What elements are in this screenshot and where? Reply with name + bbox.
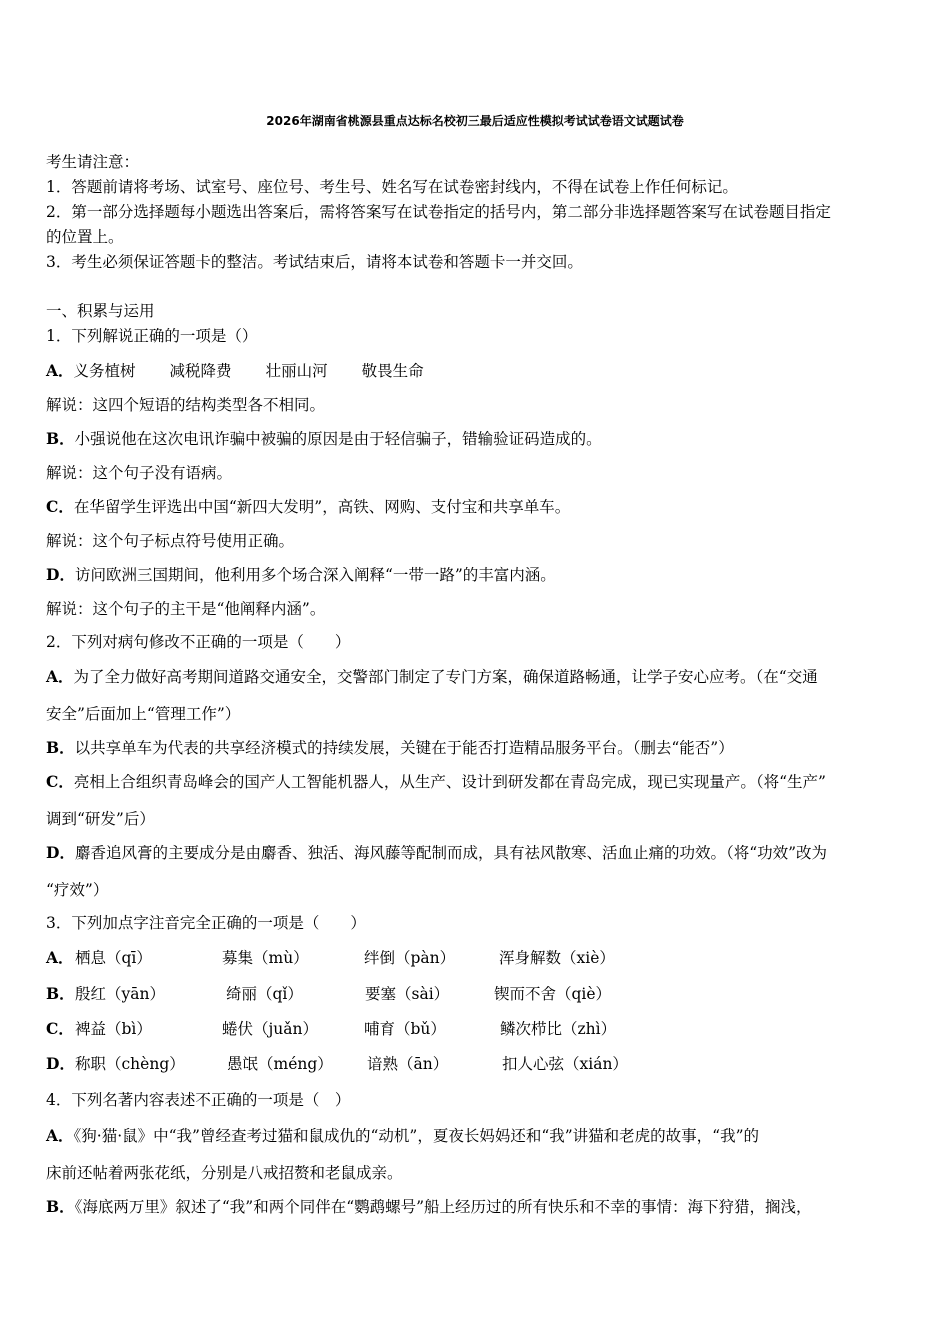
q3-d-item-3: 谙熟（ān）: [367, 1055, 449, 1073]
notice-item-2: 2．第一部分选择题每小题选出答案后，需将答案写在试卷指定的括号内，第二部分非选择题答案写在试卷题目指定: [46, 203, 831, 221]
q3-b-label: B．: [46, 984, 75, 1003]
q3-option-b: [46, 984, 75, 1004]
q1-option-b: B．小强说他在这次电讯诈骗中被骗的原因是由于轻信骗子，错输验证码造成的。: [46, 429, 602, 448]
q2-option-a-cont: 安全”后面加上“管理工作”）: [46, 705, 241, 723]
q2-option-a: A．为了全力做好高考期间道路交通安全，交警部门制定了专门方案，确保道路畅通，让学子安心应考。（在“交通: [46, 667, 818, 686]
notice-item-3: 3．考生必须保证答题卡的整洁。考试结束后，请将本试卷和答题卡一并交回。: [46, 253, 583, 271]
q1-a-word-3: 壮丽山河: [265, 362, 328, 380]
q3-b-item-1: 殷红（yān）: [75, 985, 165, 1003]
q1-a-note: 解说：这四个短语的结构类型各不相同。: [46, 396, 326, 414]
q1-a-word-4: 敬畏生命: [361, 362, 424, 380]
q4-stem: 4．下列名著内容表述不正确的一项是（ ）: [46, 1091, 351, 1109]
q3-a-item-4: 浑身解数（xiè）: [499, 949, 615, 967]
q3-c-item-2: 蜷伏（juǎn）: [222, 1020, 319, 1038]
q3-option-c: [46, 1019, 74, 1039]
q3-d-item-1: 称职（chèng）: [75, 1055, 185, 1073]
q3-d-label: D．: [46, 1054, 75, 1073]
q3-a-item-3: 绊倒（pàn）: [364, 949, 456, 967]
q3-c-label: C．: [46, 1019, 74, 1038]
q1-stem: 1．下列解说正确的一项是（）: [46, 327, 258, 345]
section-heading: 一、积累与运用: [46, 302, 155, 320]
q3-option-a: [46, 948, 74, 968]
q3-c-item-3: 哺育（bǔ）: [364, 1020, 446, 1038]
q3-option-d: [46, 1054, 75, 1074]
q3-b-item-2: 绮丽（qǐ）: [226, 985, 303, 1003]
q1-c-note: 解说：这个句子标点符号使用正确。: [46, 532, 295, 550]
q1-a-word-1: 义务植树: [73, 362, 136, 380]
q2-option-b: B．以共享单车为代表的共享经济模式的持续发展，关键在于能否打造精品服务平台。（删去“能否”）: [46, 738, 734, 757]
q3-c-item-4: 鳞次栉比（zhì）: [500, 1020, 617, 1038]
q3-b-item-4: 锲而不舍（qiè）: [494, 985, 612, 1003]
q1-a-word-2: 减税降费: [169, 362, 232, 380]
q3-d-item-4: 扣人心弦（xián）: [502, 1055, 628, 1073]
notice-item-2-cont: 的位置上。: [46, 228, 124, 246]
q3-a-item-1: 栖息（qī）: [75, 949, 152, 967]
q4-option-a-cont: 床前还帖着两张花纸，分别是八戒招赘和老鼠成亲。: [46, 1164, 403, 1182]
q3-d-item-2: 愚氓（méng）: [227, 1055, 333, 1073]
notice-item-1: 1．答题前请将考场、试室号、座位号、考生号、姓名写在试卷密封线内，不得在试卷上作任何标记。: [46, 178, 738, 196]
q4-option-b: B．《海底两万里》叙述了“我”和两个同伴在“鹦鹉螺号”船上经历过的所有快乐和不幸的事情：海下狩猎，搁浅，: [46, 1197, 812, 1216]
q2-stem: 2．下列对病句修改不正确的一项是（ ）: [46, 633, 351, 651]
q3-stem: 3．下列加点字注音完全正确的一项是（ ）: [46, 914, 366, 932]
q2-option-d-cont: “疗效”）: [46, 881, 109, 899]
q3-c-item-1: 裨益（bì）: [75, 1020, 152, 1038]
page-title: 2026年湖南省桃源县重点达标名校初三最后适应性模拟考试试卷语文试题试卷: [266, 114, 684, 128]
q1-d-note: 解说：这个句子的主干是“他阐释内涵”。: [46, 600, 326, 618]
q3-a-item-2: 募集（mù）: [222, 949, 309, 967]
q2-option-d: D．麝香追风膏的主要成分是由麝香、独活、海风藤等配制而成，具有祛风散寒、活血止痛的功效。（将“功效”改为: [46, 843, 828, 862]
q2-option-c-cont: 调到“研发”后）: [46, 810, 155, 828]
q2-option-c: C．亮相上合组织青岛峰会的国产人工智能机器人，从生产、设计到研发都在青岛完成，现已实现量产。（将“生产”: [46, 772, 826, 791]
q1-option-a: [46, 361, 424, 381]
q1-b-note: 解说：这个句子没有语病。: [46, 464, 233, 482]
q3-b-item-3: 要塞（sài）: [365, 985, 450, 1003]
q1-a-label: A．: [46, 361, 74, 380]
q3-a-label: A．: [46, 948, 74, 967]
q4-option-a: A．《狗·猫·鼠》中“我”曾经查考过猫和鼠成仇的“动机”，夏夜长妈妈还和“我”讲猫和老虎的故事，“我”的: [46, 1126, 760, 1145]
q1-option-c: C．在华留学生评选出中国“新四大发明”，高铁、网购、支付宝和共享单车。: [46, 497, 571, 516]
q1-option-d: D．访问欧洲三国期间，他利用多个场合深入阐释“一带一路”的丰富内涵。: [46, 565, 556, 584]
notice-heading: 考生请注意：: [46, 153, 140, 171]
